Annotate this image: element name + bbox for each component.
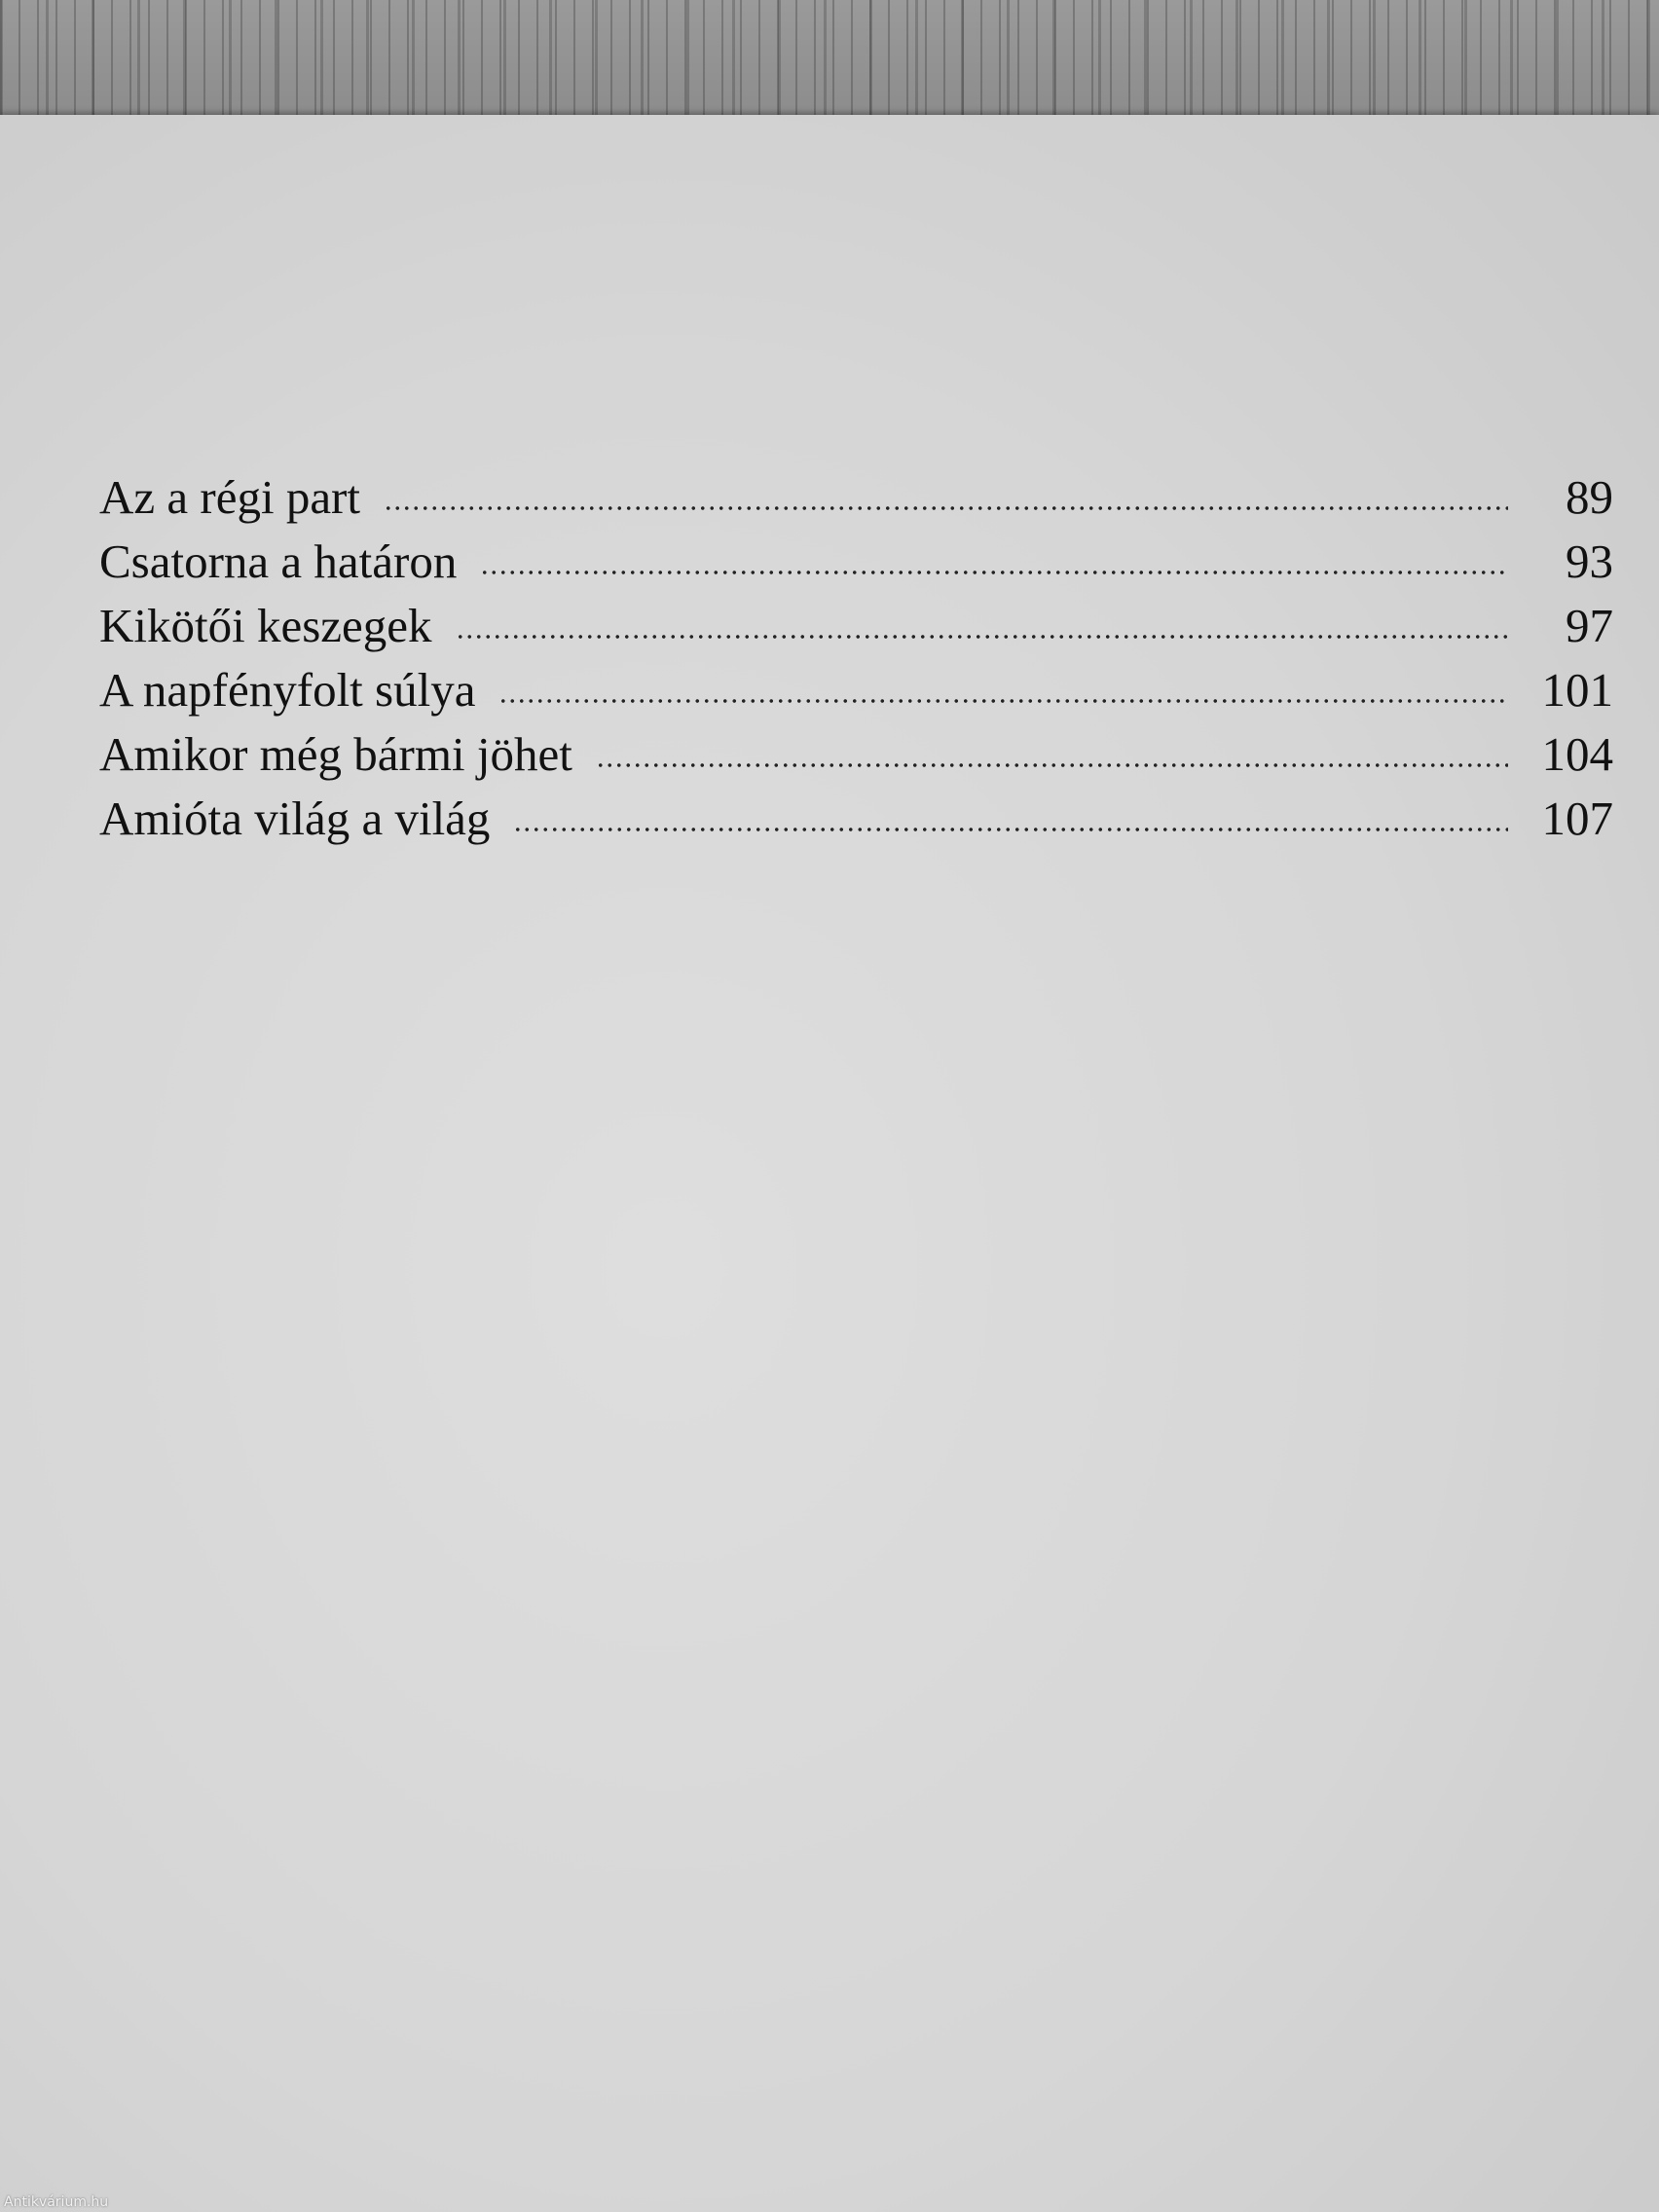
watermark: Antikvárium.hu <box>4 2194 109 2210</box>
toc-entry <box>99 465 1613 530</box>
book-page <box>0 115 1659 2212</box>
toc-entry <box>99 658 1613 722</box>
toc-entry-title: Csatorna a határon <box>99 535 458 588</box>
toc-entry-title: A napfényfolt súlya <box>99 663 476 717</box>
toc-entry-page-number: 101 <box>1541 663 1613 717</box>
toc-entry-page-number: 107 <box>1541 792 1613 845</box>
dot-leader <box>596 762 1508 768</box>
dot-leader <box>384 505 1508 511</box>
table-of-contents <box>99 465 1613 851</box>
toc-entry <box>99 594 1613 658</box>
toc-entry-page-number: 97 <box>1566 599 1613 652</box>
toc-entry-page-number: 93 <box>1566 535 1613 588</box>
toc-entry <box>99 530 1613 594</box>
toc-entry <box>99 787 1613 851</box>
toc-entry-title: Amióta világ a világ <box>99 792 491 845</box>
toc-entry <box>99 722 1613 787</box>
toc-entry-title: Az a régi part <box>99 470 360 524</box>
dot-leader <box>498 698 1508 704</box>
dot-leader <box>513 827 1508 832</box>
toc-entry-title: Kikötői keszegek <box>99 599 432 652</box>
dot-leader <box>480 570 1508 575</box>
toc-entry-page-number: 89 <box>1566 470 1613 524</box>
dot-leader <box>456 634 1508 640</box>
toc-entry-page-number: 104 <box>1541 727 1613 781</box>
toc-entry-title: Amikor még bármi jöhet <box>99 727 572 781</box>
